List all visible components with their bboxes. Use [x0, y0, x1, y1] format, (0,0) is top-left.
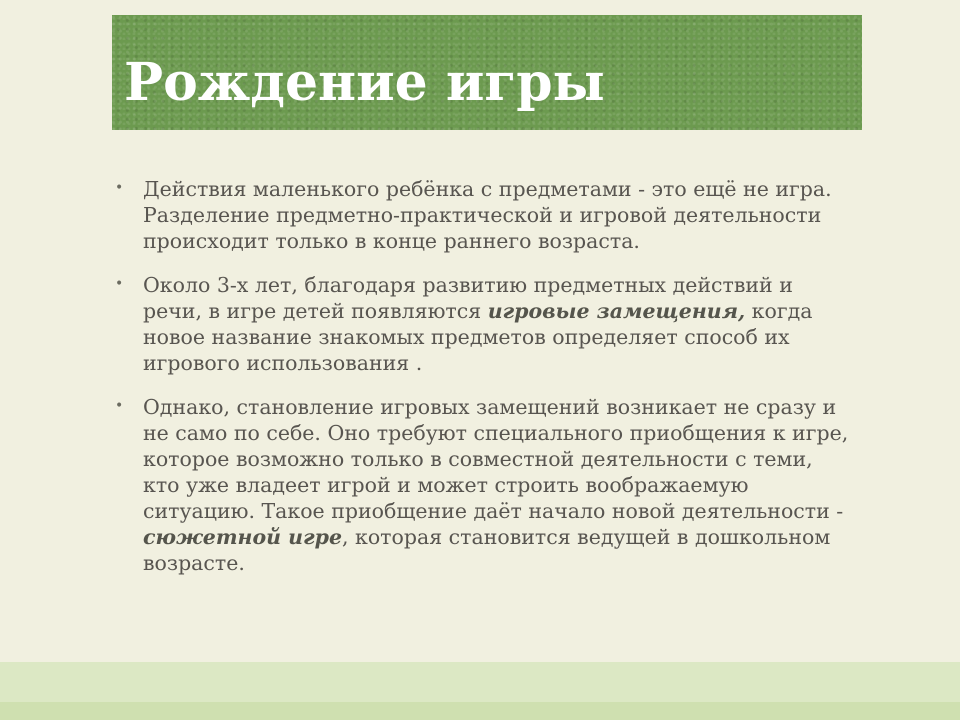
slide-title: Рождение игры	[124, 52, 605, 113]
bullet-text: когда новое название знакомых предметов определяет способ их игрового использования .	[143, 299, 813, 375]
bullet-emphasis: игровые замещения,	[487, 299, 746, 323]
bullet-text: Действия маленького ребёнка с предметами - это ещё не игра. Разделение предметно-практической и игровой деятельности происходит только в конце раннего возраста.	[143, 177, 832, 253]
footer-band	[0, 662, 960, 702]
footer-band-bottom	[0, 702, 960, 720]
slide-content	[112, 176, 852, 594]
bullet-emphasis: сюжетной игре	[143, 525, 342, 549]
bullet-item	[112, 272, 852, 376]
bullet-text: Около 3-х лет, благодаря развитию предметных действий и речи, в игре детей появляются	[143, 273, 793, 323]
bullet-dot-icon: •	[115, 276, 124, 292]
bullet-text: Однако, становление игровых замещений возникает не сразу и не само по себе. Оно требуют специального приобщения к игре, которое возможно только в совместной деятельности с теми, кто уже владеет игрой и может строить воображаемую ситуацию. Такое приобщение даёт начало новой деятельности -	[143, 395, 849, 523]
bullet-item	[112, 176, 852, 254]
title-banner	[112, 15, 862, 130]
bullet-dot-icon: •	[115, 180, 124, 196]
bullet-dot-icon: •	[115, 398, 124, 414]
bullet-text: , которая становится ведущей в дошкольном возрасте.	[143, 525, 831, 575]
bullet-item	[112, 394, 852, 576]
